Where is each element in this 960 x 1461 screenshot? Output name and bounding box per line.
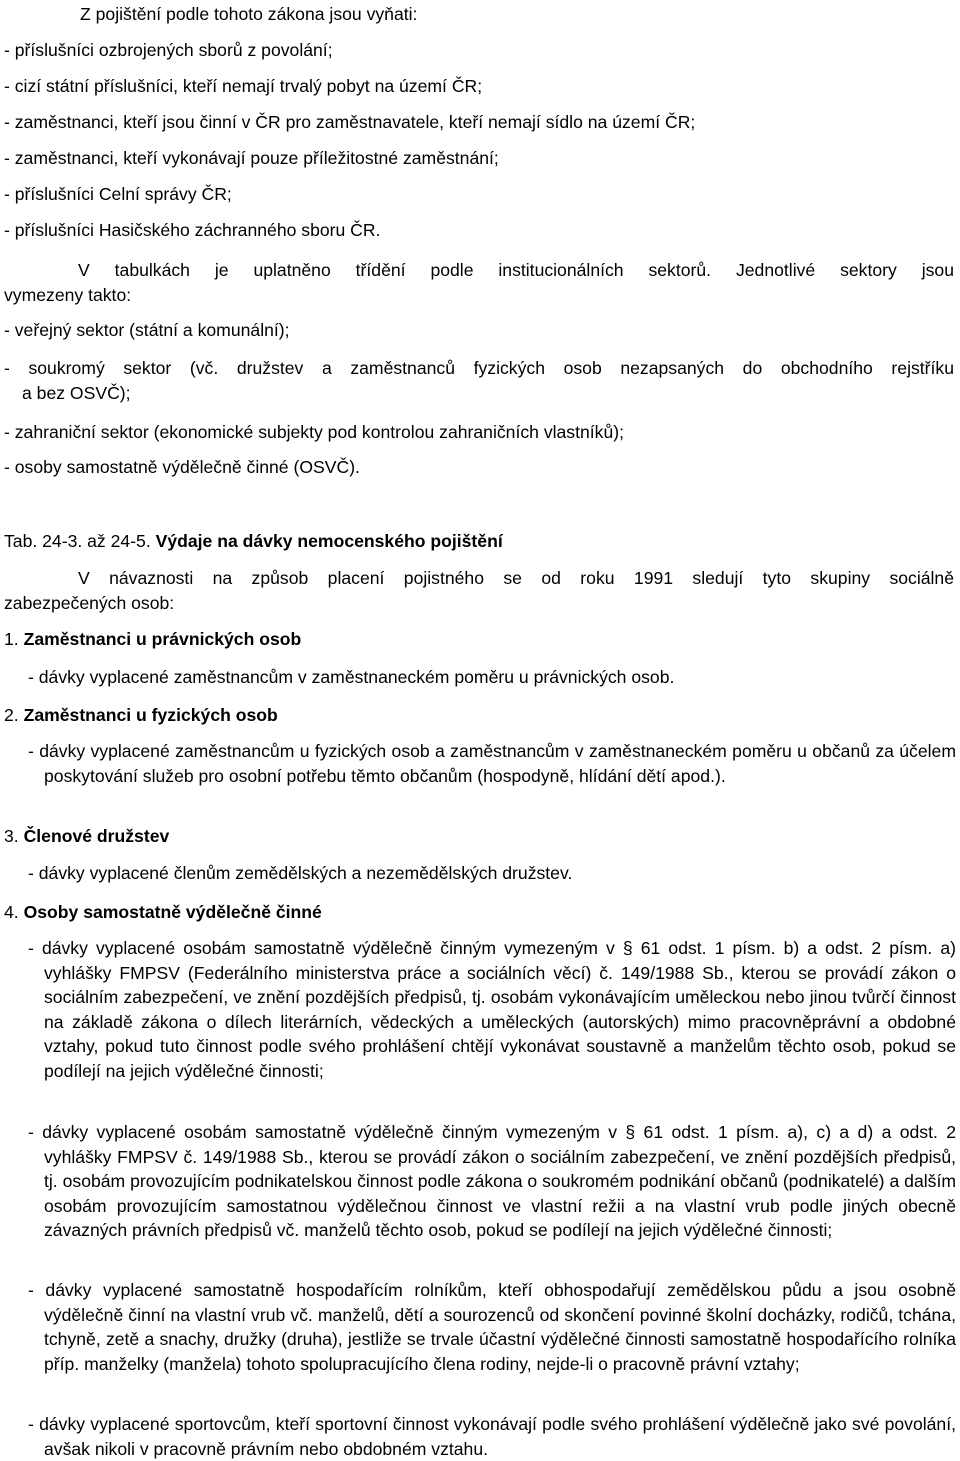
group-title: Zaměstnanci u fyzických osob <box>23 705 278 725</box>
group-heading <box>4 901 322 923</box>
group-number: 3. <box>4 826 19 846</box>
group-item-block <box>28 739 956 788</box>
group-item: - dávky vyplacené zaměstnancům v zaměstnaneckém poměru u právnických osob. <box>28 667 675 687</box>
group-item-block <box>28 1120 956 1243</box>
groups-intro-continued: zabezpečených osob: <box>4 593 175 613</box>
sector-private-continued: a bez OSVČ); <box>22 383 131 403</box>
sectors-intro-continued: vymezeny takto: <box>4 285 132 305</box>
exempt-title: Z pojištění podle tohoto zákona jsou vyňati: <box>80 4 418 24</box>
group-item-block <box>28 1412 956 1461</box>
group-item: - dávky vyplacené osobám samostatně výdělečně činným vymezeným v § 61 odst. 1 písm. a), c) a d) a odst. 2 vyhlášky FMPSV č. 149/1988 Sb., kterou se provádí zákon o sociálním zabezpečení, ve znění pozdějších předpisů, tj. osobám provozujícím podnikatelskou činnost podle zákona o soukromém podnikání občanů (podnikatelé) a dalším osobám provozujícím samostatnou výdělečnou činnost ve vlastní režii a na vlastní vrub podle jiných obecně závazných právních předpisů vč. manželů těchto osob, pokud se podílejí na jejich výdělečné činnosti; <box>28 1122 956 1240</box>
table-heading <box>4 530 503 552</box>
sector-public: - veřejný sektor (státní a komunální); <box>4 320 290 340</box>
exempt-item: - zaměstnanci, kteří jsou činní v ČR pro zaměstnavatele, kteří nemají sídlo na území ČR; <box>4 112 696 132</box>
group-number: 2. <box>4 705 19 725</box>
groups-intro: V návaznosti na způsob placení pojistného se od roku 1991 sledují tyto skupiny sociálně <box>78 568 954 588</box>
exempt-item: - zaměstnanci, kteří vykonávají pouze příležitostné zaměstnání; <box>4 148 499 168</box>
exempt-item: - příslušníci ozbrojených sborů z povolání; <box>4 40 333 60</box>
group-heading <box>4 825 169 847</box>
table-heading-prefix: Tab. 24-3. až 24-5. <box>4 531 151 551</box>
exempt-item: - příslušníci Celní správy ČR; <box>4 184 232 204</box>
group-item: - dávky vyplacené samostatně hospodařícím rolníkům, kteří obhospodařují zemědělskou půdu a jsou osobně výdělečně činní na vlastní vrub vč. manželů, dětí a sourozenců od skončení povinné školní docházky, rodičů, tchána, tchyně, zetě a snachy, družky (druha), jestliže se trvale účastní výdělečné činnosti samostatně hospodařícího rolníka příp. manželky (manžela) tohoto spolupracujícího člena rodiny, nejde-li o pracovně právní vztahy; <box>28 1280 956 1374</box>
group-item-block <box>28 1278 956 1376</box>
group-number: 4. <box>4 902 19 922</box>
group-item: - dávky vyplacené členům zemědělských a nezemědělských družstev. <box>28 863 573 883</box>
group-item: - dávky vyplacené sportovcům, kteří sportovní činnost vykonávají podle svého prohlášení výdělečně jako své povolání, avšak nikoli v pracovně právním nebo obdobném vztahu. <box>28 1414 956 1459</box>
group-number: 1. <box>4 629 19 649</box>
sector-foreign: - zahraniční sektor (ekonomické subjekty pod kontrolou zahraničních vlastníků); <box>4 422 624 442</box>
sector-private: - soukromý sektor (vč. družstev a zaměstnanců fyzických osob nezapsaných do obchodního rejstříku <box>4 358 954 378</box>
group-item-block <box>28 936 956 1083</box>
group-title: Osoby samostatně výdělečně činné <box>23 902 322 922</box>
sectors-intro: V tabulkách je uplatněno třídění podle institucionálních sektorů. Jednotlivé sektory jsou <box>78 260 954 280</box>
group-title: Členové družstev <box>23 826 170 846</box>
group-title: Zaměstnanci u právnických osob <box>23 629 302 649</box>
group-heading <box>4 628 301 650</box>
exempt-item: - příslušníci Hasičského záchranného sboru ČR. <box>4 220 381 240</box>
group-item: - dávky vyplacené zaměstnancům u fyzických osob a zaměstnancům v zaměstnaneckém poměru u občanů za účelem poskytování služeb pro osobní potřebu těmto občanům (hospodyně, hlídání dětí apod.). <box>28 741 956 786</box>
group-heading <box>4 704 278 726</box>
sector-osvc: - osoby samostatně výdělečně činné (OSVČ). <box>4 457 360 477</box>
exempt-item: - cizí státní příslušníci, kteří nemají trvalý pobyt na území ČR; <box>4 76 483 96</box>
table-heading-title: Výdaje na dávky nemocenského pojištění <box>155 531 503 551</box>
group-item: - dávky vyplacené osobám samostatně výdělečně činným vymezeným v § 61 odst. 1 písm. b) a odst. 2 písm. a) vyhlášky FMPSV (Federálního ministerstva práce a sociálních věcí) č. 149/1988 Sb., kterou se provádí zákon o sociálním zabezpečení, ve znění pozdějších předpisů, tj. osobám vykonávajícím uměleckou nebo jinou tvůrčí činnost na základě zákona o dílech literárních, vědeckých a uměleckých (autorských) mimo pracovněprávní a obdobné vztahy, pokud tuto činnost podle svého prohlášení chtějí vykonávat soustavně a manželům těchto osob, pokud se podílejí na jejich výdělečné činnosti; <box>28 938 956 1081</box>
